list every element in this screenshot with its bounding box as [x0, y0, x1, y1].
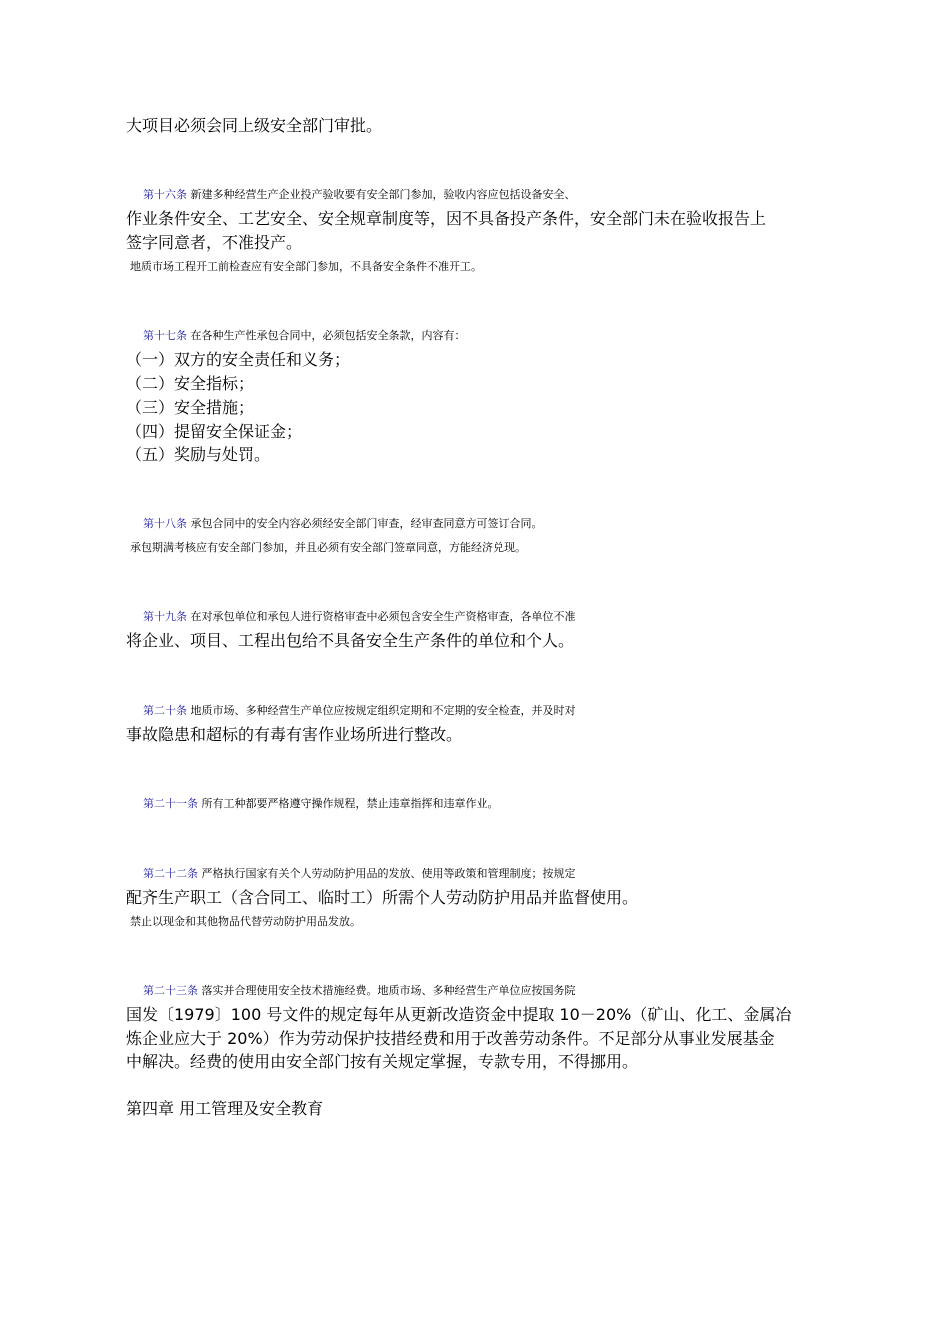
article-16-line-2: 作业条件安全、工艺安全、安全规章制度等，因不具备投产条件，安全部门未在验收报告上: [126, 209, 767, 228]
article-22-line-3: 禁止以现金和其他物品代替劳动防护用品发放。: [130, 915, 361, 928]
article-19-line-2: 将企业、项目、工程出包给不具备安全生产条件的单位和个人。: [126, 631, 575, 650]
article-20-line-1: [126, 699, 855, 723]
article-21-text-1: 所有工种都要严格遵守操作规程，禁止违章指挥和违章作业。: [201, 797, 499, 810]
article-17-item-4: （四）提留安全保证金；: [126, 422, 303, 441]
article-18-number: 第十八条: [143, 517, 187, 530]
article-19-number: 第十九条: [143, 610, 187, 623]
article-21-line-1: [126, 792, 855, 816]
chapter-heading: 第四章 用工管理及安全教育: [126, 1099, 324, 1118]
article-23-line-2: 国发〔1979〕100 号文件的规定每年从更新改造资金中提取 10－20%（矿山、化工、金属冶: [126, 1005, 792, 1024]
article-16-line-3: 签字同意者，不准投产。: [126, 233, 303, 252]
article-19-text-1: 在对承包单位和承包人进行资格审查中必须包含安全生产资格审查，各单位不准: [190, 610, 576, 623]
article-22-number: 第二十二条: [143, 867, 198, 880]
article-20-line-2: 事故隐患和超标的有毒有害作业场所进行整改。: [126, 725, 463, 744]
article-20-number: 第二十条: [143, 704, 187, 717]
article-16-line-1: [126, 183, 855, 207]
article-23-number: 第二十三条: [143, 984, 198, 997]
article-19-line-1: [126, 605, 855, 629]
article-22-text-1: 严格执行国家有关个人劳动防护用品的发放、使用等政策和管理制度；按规定: [201, 867, 576, 880]
intro-line: 大项目必须会同上级安全部门审批。: [126, 116, 383, 135]
article-17-item-2: （二）安全指标；: [126, 374, 255, 393]
article-23-line-4: 中解决。经费的使用由安全部门按有关规定掌握，专款专用，不得挪用。: [126, 1052, 639, 1071]
article-18-line-1: [126, 512, 855, 536]
article-18-text-1: 承包合同中的安全内容必须经安全部门审查，经审查同意方可签订合同。: [190, 517, 543, 530]
article-17-line-1: [126, 324, 855, 348]
article-17-item-5: （五）奖励与处罚。: [126, 445, 271, 464]
article-22-line-1: [126, 862, 855, 886]
article-17-item-3: （三）安全措施；: [126, 398, 255, 417]
article-17-number: 第十七条: [143, 329, 187, 342]
article-23-text-1: 落实并合理使用安全技术措施经费。地质市场、多种经营生产单位应按国务院: [201, 984, 576, 997]
article-18-line-2: 承包期满考核应有安全部门参加，并且必须有安全部门签章同意，方能经济兑现。: [130, 541, 526, 554]
article-23-line-3: 炼企业应大于 20%）作为劳动保护技措经费和用于改善劳动条件。不足部分从事业发展基金: [126, 1029, 775, 1048]
article-16-text-1: 新建多种经营生产企业投产验收要有安全部门参加，验收内容应包括设备安全、: [190, 188, 576, 201]
article-17-text-1: 在各种生产性承包合同中，必须包括安全条款，内容有：: [190, 329, 466, 342]
article-16-line-4: 地质市场工程开工前检查应有安全部门参加，不具备安全条件不准开工。: [130, 260, 482, 273]
article-23-line-1: [126, 979, 855, 1003]
article-21-number: 第二十一条: [143, 797, 198, 810]
article-22-line-2: 配齐生产职工（含合同工、临时工）所需个人劳动防护用品并监督使用。: [126, 888, 639, 907]
article-20-text-1: 地质市场、多种经营生产单位应按规定组织定期和不定期的安全检查，并及时对: [190, 704, 576, 717]
article-17-item-1: （一）双方的安全责任和义务；: [126, 350, 351, 369]
article-16-number: 第十六条: [143, 188, 187, 201]
